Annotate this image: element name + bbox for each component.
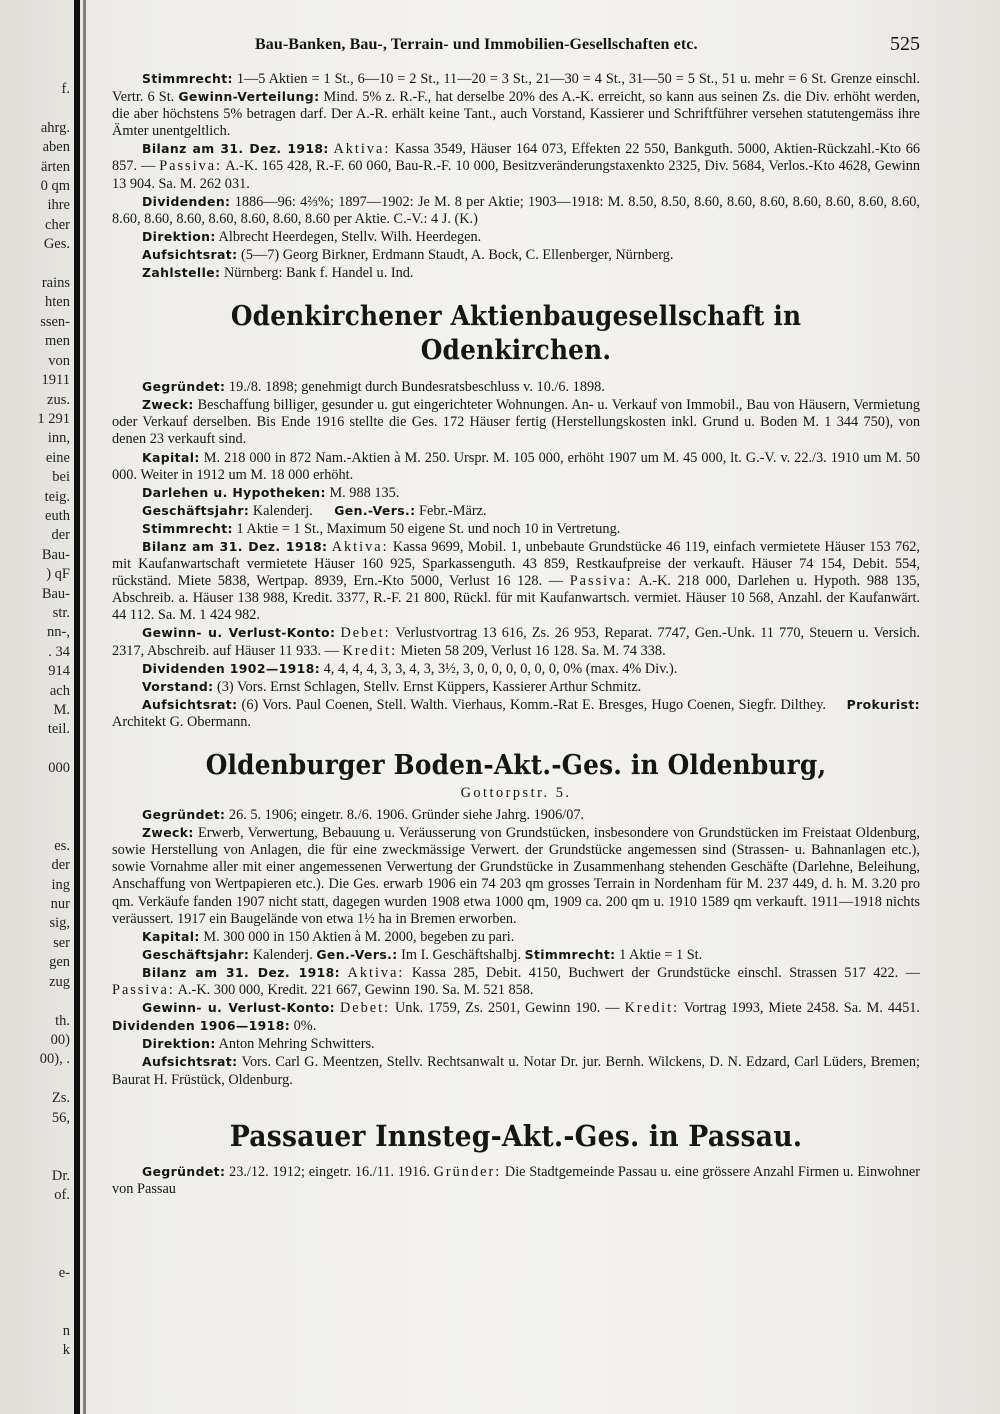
margin-fragment-line: of. — [54, 1187, 70, 1204]
label: Gewinn-Verteilung: — [178, 89, 320, 105]
zweck-paragraph — [112, 824, 920, 928]
text: Mind. 5% z. R.-F., hat derselbe 20% des A.-K. erreicht, so kann aus seinen Zs. die Div. erhöht werden, die aber höchstens 5% betragen darf. Der A.-R. erhält keine Tant., auch Vorstand, Kassierer und Schriftführer versehen statutengemäss ihre Ämter unentgeltlich. — [112, 89, 921, 140]
label: Prokurist: — [846, 696, 921, 712]
margin-fragment-line: str. — [52, 604, 70, 621]
text: Beschaffung billiger, gesunder u. gut eingerichteter Wohnungen. An- u. Verkauf von Immobil., Bau von Häusern, Vermietung oder Verkauf derselben. Bis Ende 1916 stellte die Ges. 172 Häuser fertig (Herstellungskosten inkl. Grund u. Boden M. 1 344 750), von denen 23 verkauft sind. — [112, 397, 920, 448]
margin-fragment-line: eine — [45, 449, 70, 466]
gegruendet-paragraph — [112, 378, 920, 396]
margin-fragment-line — [0, 992, 70, 1011]
company-heading-oldenburg: Oldenburger Boden-Akt.-Ges. in Oldenburg, — [205, 750, 827, 781]
margin-fragment-line — [0, 1244, 70, 1263]
text: 1 Aktie = 1 St., Maximum 50 eigene St. und noch 10 in Vertretung. — [232, 520, 621, 537]
margin-fragment-line: teil. — [47, 721, 70, 738]
text: Vors. Carl G. Meentzen, Stellv. Rechtsanwalt u. Notar Dr. jur. Bernh. Wilckens, D. N. Edzard, Carl Lüders, Bremen; Baurat H. Früstück, Oldenburg. — [112, 1054, 920, 1088]
aufsichtsrat-paragraph — [112, 1053, 920, 1088]
zweck-paragraph — [112, 396, 920, 448]
label: Stimmrecht: — [142, 520, 233, 536]
gegruendet-paragraph — [112, 806, 920, 824]
label: Bilanz am 31. Dez. 1918: — [142, 141, 329, 157]
margin-fragment-line: es. — [54, 837, 70, 854]
text: Die Stadtgemeinde Passau u. eine grössere Anzahl Firmen u. Einwohner von Passau — [112, 1163, 920, 1197]
running-head-title: Bau-Banken, Bau-, Terrain- und Immobilien-Gesellschaften etc. — [255, 36, 698, 53]
text: Im I. Geschäftshalbj. — [397, 946, 522, 963]
gewinn-verlust-paragraph — [112, 999, 920, 1035]
margin-fragment-line: 000 — [48, 760, 70, 777]
zahlstelle-paragraph — [112, 264, 920, 282]
gegruendet-paragraph — [112, 1163, 920, 1198]
label: Dividenden 1906—1918: — [112, 1018, 291, 1034]
direktion-paragraph — [112, 228, 920, 246]
label: Bilanz am 31. Dez. 1918: — [142, 964, 341, 980]
text: 1—5 Aktien = 1 St., 6—10 = 2 St., 11—20 = 3 St., 21—30 = 4 St., 31—50 = 5 St., 51 u. mehr = 6 St. Grenze einschl. Vertr. 6 St. — [112, 71, 920, 106]
label: Stimmrecht: — [142, 71, 233, 86]
aktiva-label: Aktiva: — [331, 538, 389, 555]
aktiva-label: Aktiva: — [347, 964, 405, 981]
company-heading-passau: Passauer Innsteg-Akt.-Ges. in Passau. — [229, 1118, 803, 1153]
text: Mieten 58 209, Verlust 16 128. Sa. M. 74 338. — [397, 642, 666, 659]
margin-fragment-line: bei — [52, 469, 70, 486]
margin-fragment-line: e- — [58, 1264, 70, 1281]
margin-fragment-line: rains — [41, 275, 70, 292]
margin-fragment-line: cher — [45, 216, 70, 233]
direktion-paragraph — [112, 1035, 920, 1053]
aufsichtsrat-paragraph — [112, 696, 920, 731]
kredit-label: Kredit: — [342, 642, 398, 659]
text: Erwerb, Verwertung, Bebauung u. Veräusserung von Grundstücken, insbesondere von Grundstücken im Freistaat Oldenburg, sowie Herstellung von Anlagen, die für eine zweckmässige Verwert. der Grundstücke angemessen sind (Strassen- u. Bahnanlagen etc.), sowie Vornahme aller mit einer angemessenen Verwertung der Grundstücke in Zusammenhang stehenden Geschäfte (Darlehne, Beleihung, Anschaffung von Wertpapieren etc.). Die Ges. erwarb 1906 ein 74 203 qm grosses Terrain in Nordenham für M. 237 449, d. h. M. 3.20 pro qm. Verkäufe fanden 1907 nicht statt, dagegen wurden 1908 etwa 1000 qm, 1909 ca. 200 qm u. 1910 1589 qm verkauft. 1911—1918 nichts veräussert. 1917 ein Baugelände von etwa 1½ ha in Bremen erworben. — [112, 825, 920, 927]
company-heading-odenkirchen: Odenkirchener Aktienbaugesellschaft in Odenkirchen. — [230, 301, 802, 367]
geschaeftsjahr-paragraph — [112, 502, 920, 520]
text: M. 218 000 in 872 Nam.-Aktien à M. 250. Urspr. M. 105 000, erhöht 1907 um M. 45 000, lt. G.-V. v. 22./3. 1910 um M. 50 000. Weiter in 1912 um M. 18 000 erhöht. — [112, 449, 920, 483]
margin-fragment-line: der — [51, 527, 70, 544]
margin-fragment-line: th. — [55, 1012, 70, 1029]
label: Kapital: — [142, 449, 200, 465]
text: M. 300 000 in 150 Aktien à M. 2000, begeben zu pari. — [199, 928, 515, 945]
label: Aufsichtsrat: — [142, 696, 238, 712]
margin-fragment-line — [0, 99, 70, 118]
label: Zweck: — [142, 825, 194, 841]
margin-fragment-line: hten — [45, 294, 70, 311]
margin-fragment-line: teig. — [44, 488, 70, 505]
margin-fragment-line: Dr. — [51, 1167, 70, 1184]
passiva-label: Passiva: — [112, 982, 175, 999]
margin-fragment-line: zus. — [47, 391, 70, 408]
text: Kassa 3549, Häuser 164 073, Effekten 22 550, Bankguth. 5000, Aktien-Rückzahl.-Kto 66 857. — — [112, 141, 920, 175]
debet-label: Debet: — [340, 625, 391, 642]
passiva-label: Passiva: — [159, 158, 223, 175]
gruender-label: Gründer: — [433, 1163, 502, 1180]
margin-fragment-line: ) qF — [46, 566, 70, 583]
label: Direktion: — [142, 1036, 216, 1052]
column-divider-rule — [74, 0, 80, 1414]
label: Darlehen u. Hypotheken: — [142, 484, 326, 500]
dividenden-paragraph — [112, 660, 920, 678]
text: Unk. 1759, Zs. 2501, Gewinn 190. — — [390, 1000, 625, 1017]
margin-fragment-line — [0, 1206, 70, 1225]
debet-label: Debet: — [339, 1000, 391, 1017]
margin-fragment-line: Ges. — [43, 236, 70, 253]
margin-fragment-line: . 34 — [48, 643, 70, 660]
previous-page-margin-fragments — [0, 80, 70, 1359]
text: Kassa 285, Debit. 4150, Buchwert der Grundstücke einschl. Strassen 517 422. — — [404, 964, 921, 981]
margin-fragment-line — [0, 798, 70, 817]
margin-fragment-line: 1911 — [41, 372, 70, 389]
aufsichtsrat-paragraph — [112, 246, 920, 264]
stimmrecht-paragraph — [112, 70, 920, 140]
margin-fragment-line: aben — [42, 139, 70, 156]
margin-fragment-line: ach — [49, 682, 70, 699]
margin-fragment-line: ing — [51, 876, 70, 893]
dividenden-paragraph — [112, 193, 920, 228]
margin-fragment-line: sig, — [49, 915, 70, 932]
margin-fragment-line — [0, 1303, 70, 1322]
text: 0%. — [290, 1018, 317, 1035]
text: Verlustvortrag 13 616, Zs. 26 953, Reparat. 7747, Gen.-Unk. 11 770, Steuern u. Versich. 2317, Abschreib. auf Häuser 11 933. — — [112, 625, 920, 659]
label: Gen.-Vers.: — [316, 946, 398, 962]
kapital-paragraph — [112, 928, 920, 946]
margin-fragment-line: 56, — [51, 1109, 70, 1126]
text: Anton Mehring Schwitters. — [215, 1036, 375, 1053]
text: A.-K. 165 428, R.-F. 60 060, Bau-R.-F. 10 000, Besitzveränderungstaxenkto 2325, Div. 5684, Verlos.-Kto 4628, Gewinn 13 904. Sa. M. 262 031. — [112, 158, 920, 192]
kredit-label: Kredit: — [624, 1000, 680, 1017]
label: Gegründet: — [142, 379, 226, 395]
margin-fragment-line: 0 qm — [40, 178, 70, 195]
gewinn-verlust-paragraph — [112, 624, 920, 659]
margin-fragment-line: ssen- — [40, 313, 70, 330]
column-divider-rule-secondary — [83, 0, 86, 1414]
margin-fragment-line: ärten — [41, 158, 70, 175]
page-number: 525 — [890, 33, 920, 55]
margin-fragment-line: Zs. — [51, 1090, 70, 1107]
text: 4, 4, 4, 4, 3, 3, 4, 3, 3½, 3, 0, 0, 0, 0, 0, 0, 0% (max. 4% Div.). — [320, 660, 678, 677]
margin-fragment-line: 1 291 — [37, 410, 70, 427]
text: 1 Aktie = 1 St. — [615, 946, 703, 963]
margin-fragment-line: 00), . — [39, 1051, 70, 1068]
label: Gegründet: — [142, 807, 226, 823]
margin-fragment-line: 00) — [50, 1031, 70, 1048]
margin-fragment-line: n — [62, 1323, 70, 1339]
margin-fragment-line: zug — [49, 973, 70, 990]
text: Febr.-März. — [415, 502, 487, 519]
label: Dividenden: — [142, 193, 231, 209]
text: Nürnberg: Bank f. Handel u. Ind. — [220, 265, 414, 282]
label: Gegründet: — [142, 1163, 226, 1179]
text: Architekt G. Obermann. — [112, 713, 251, 730]
passiva-label: Passiva: — [569, 573, 633, 590]
margin-fragment-line: ser — [53, 934, 70, 951]
margin-fragment-line: f. — [61, 81, 70, 97]
margin-fragment-line: der — [51, 857, 70, 874]
text: (3) Vors. Ernst Schlagen, Stellv. Ernst Küppers, Kassierer Arthur Schmitz. — [213, 678, 642, 695]
label: Zweck: — [142, 397, 194, 413]
margin-fragment-line: ahrg. — [40, 119, 70, 136]
running-head — [100, 33, 920, 60]
text: A.-K. 218 000, Darlehen u. Hypoth. 988 135, Abschreib. a. Häuser 138 988, Kredit. 3377, R.-F. 21 800, Rückl. für mit Kaufanwartsch. vermiet. Häuser 10 568, Anzahl. der Kaufanwärt. 44 112. Sa. M. 1 424 982. — [112, 573, 920, 624]
margin-fragment-line: ihre — [47, 197, 70, 214]
text: Kassa 9699, Mobil. 1, unbebaute Grundstücke 46 119, einfach vermietete Häuser 153 762, mit Kaufanwartschaft vermietete Häuser 160 925, Sparkassenguth. 43 859, Restkaufpreise der verkauft. Häuser 74 154, Debit. 554, rückständ. Miete 5838, Wertpap. 8939, Ern.-Kto 5000, Verlust 16 128. — — [112, 538, 921, 590]
margin-fragment-line — [0, 255, 70, 274]
margin-fragment-line: nur — [50, 896, 70, 913]
margin-fragment-line: inn, — [47, 430, 70, 447]
text: Vortrag 1993, Miete 2458. Sa. M. 4451. — [679, 1000, 921, 1017]
bilanz-paragraph — [112, 538, 920, 624]
bilanz-paragraph — [112, 140, 920, 192]
geschaeftsjahr-paragraph — [112, 946, 920, 964]
text: Kalenderj. — [249, 502, 313, 519]
label: Gen.-Vers.: — [334, 502, 416, 518]
text: A.-K. 300 000, Kredit. 221 667, Gewinn 190. Sa. M. 521 858. — [174, 982, 534, 999]
text: 23./12. 1912; eingetr. 16./11. 1916. — [225, 1163, 434, 1180]
label: Bilanz am 31. Dez. 1918: — [142, 538, 328, 554]
label: Vorstand: — [142, 678, 214, 694]
margin-fragment-line — [0, 1128, 70, 1147]
margin-fragment-line — [0, 1070, 70, 1089]
text: Albrecht Heerdegen, Stellv. Wilh. Heerdegen. — [215, 228, 482, 245]
text: Kalenderj. — [249, 946, 313, 963]
label: Direktion: — [142, 228, 216, 244]
darlehen-paragraph — [112, 484, 920, 502]
margin-fragment-line: von — [48, 352, 70, 369]
label: Zahlstelle: — [142, 265, 221, 281]
margin-fragment-line — [0, 1283, 70, 1302]
vorstand-paragraph — [112, 678, 920, 696]
label: Geschäftsjahr: — [142, 946, 250, 962]
bilanz-paragraph — [112, 964, 920, 999]
text: 19./8. 1898; genehmigt durch Bundesratsbeschluss v. 10./6. 1898. — [225, 379, 605, 396]
label: Stimmrecht: — [524, 946, 616, 962]
margin-fragment-line — [0, 779, 70, 798]
margin-fragment-line — [0, 1225, 70, 1244]
margin-fragment-line: 914 — [48, 663, 70, 680]
kapital-paragraph — [112, 449, 920, 484]
label: Geschäftsjahr: — [142, 502, 250, 518]
margin-fragment-line — [0, 817, 70, 836]
margin-fragment-line: k — [62, 1342, 70, 1359]
label: Gewinn- u. Verlust-Konto: — [142, 625, 336, 641]
text: 1886—96: 4⅔%; 1897—1902: Je M. 8 per Aktie; 1903—1918: M. 8.50, 8.50, 8.60, 8.60, 8.60, 8.60, 8.60, 8.60, 8.60, 8.60, 8.60, 8.60, 8.60, 8.60, 8.60, 8.60 per Aktie. C.-V.: 4 J. (K.) — [112, 193, 920, 227]
margin-fragment-line: M. — [53, 702, 70, 718]
label: Aufsichtsrat: — [142, 1054, 238, 1070]
page-content — [112, 70, 920, 1198]
margin-fragment-line: Bau- — [41, 585, 70, 602]
label: Gewinn- u. Verlust-Konto: — [142, 1000, 335, 1016]
margin-fragment-line: euth — [45, 507, 70, 524]
text: 26. 5. 1906; eingetr. 8./6. 1906. Gründer siehe Jahrg. 1906/07. — [225, 807, 585, 824]
aktiva-label: Aktiva: — [333, 141, 391, 158]
company-address: Gottorpstr. 5. — [460, 785, 572, 801]
text: M. 988 135. — [325, 484, 400, 501]
stimmrecht-paragraph — [112, 520, 920, 538]
text: (5—7) Georg Birkner, Erdmann Staudt, A. Bock, C. Ellenberger, Nürnberg. — [237, 246, 674, 263]
label: Kapital: — [142, 928, 200, 944]
margin-fragment-line: men — [45, 333, 70, 350]
margin-fragment-line: Bau- — [41, 546, 70, 563]
label: Dividenden 1902—1918: — [142, 660, 321, 676]
text: (6) Vors. Paul Coenen, Stell. Walth. Vierhaus, Komm.-Rat E. Bresges, Hugo Coenen, Siegfr. Dilthey. — [237, 696, 827, 713]
label: Aufsichtsrat: — [142, 246, 238, 262]
margin-fragment-line: nn-, — [47, 624, 70, 641]
margin-fragment-line: gen — [49, 954, 70, 971]
margin-fragment-line — [0, 1147, 70, 1166]
margin-fragment-line — [0, 740, 70, 759]
